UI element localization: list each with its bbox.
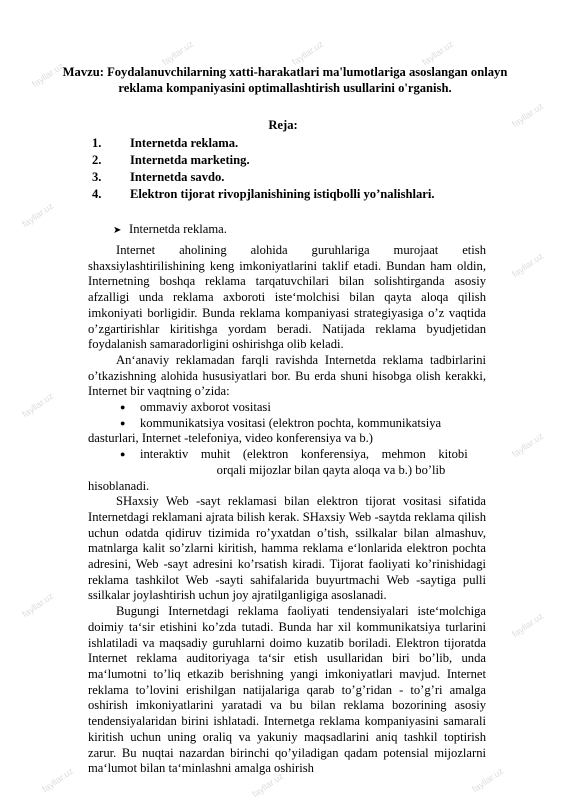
watermark: fayllar.uz [20,200,56,230]
bullet-item [88,400,486,416]
section-heading [113,222,227,237]
plan-item-number: 1. [92,136,102,150]
watermark: fayllar.uz [470,765,506,795]
paragraph: Bugungi Internetdagi reklama faoliyati tendensiyalari iste‘molchiga doimiy ta‘sir etishini ko’zda tutadi. Bunda har xil kommunikatsiya turlarini ishlatiladi va maqsadiy guruhlarni doimo kuzatib boriladi. Elektron tijoratda Internet reklama auditoriyaga ta‘sir etish usullaridan biri bo’lib, unda ma‘lumotni to’liq etkazib berishning yangi imkoniyatlari mavjud. Internet reklama to’lovini erishilgan natijalariga qarab to’g’ridan - to’g’ri amalga oshirish imkoniyatlarini yaratadi va bu bilan reklama bozorining asosiy tendensiyalaridan birini ishlatadi. Internetga reklama kompaniyasini samarali kiritish uchun uning oraliq va yakuniy maqsadlarini aniq tashkil toptirish zarur. Bu nuqtai nazardan birinchi qo’yiladigan qadam potensial mijozlarni ma‘lumot bilan ta‘minlashni amalga oshirish [88,604,486,776]
bullet-dot-icon: ● [120,402,126,413]
plan-item-text: Internetda savdo. [130,170,225,184]
plan-item-number: 4. [92,187,102,201]
paragraph: Internet aholining alohida guruhlariga murojaat etish shaxsiylashtirilishining keng imkoniyatlarini taklif etadi. Bundan ham oldin, Internetning boshqa reklama tarqatuvchilari bilan solishtirganda asosiy afzalligi unda reklama axboroti iste‘molchisi bilan qayta aloqa qilish imkoniyati borligidir. Bunda reklama kompaniyasi strategiyasiga o’z vaqtida o’zgartirishlar kiritishga yordam beradi. Natijada reklama byudjetidan foydalanish samaradorligini oshirishga olib keladi. [88,243,486,352]
watermark: fayllar.uz [510,100,546,130]
plan-item [92,169,435,186]
bullet-text: kommunikatsiya vositasi (elektron pochta, kommunikatsiya [140,415,442,430]
bullet-dot-icon: ● [120,449,126,460]
bullet-item [88,416,486,432]
watermark: fayllar.uz [290,38,326,68]
watermark: fayllar.uz [20,390,56,420]
plan-item [92,186,435,203]
body-text [88,243,486,777]
watermark: fayllar.uz [510,610,546,640]
watermark: fayllar.uz [510,250,546,280]
section-heading-text: Internetda reklama. [129,222,227,236]
plan-item-number: 2. [92,153,102,167]
bullet-item [88,447,486,463]
paragraph: An‘anaviy reklamadan farqli ravishda Internetda reklama tadbirlarini o’tkazishning alohida hususiyatlari bor. Bu erda shuni hisobga olish kerakki, Internet bir vaqtning o’zida: [88,352,486,399]
plan-item-text: Internetda marketing. [130,153,250,167]
plan-heading: Reja: [268,118,298,132]
watermark: fayllar.uz [250,770,286,800]
document-title: Mavzu: Foydalanuvchilarning xatti-harakatlari ma'lumotlariga asoslangan onlayn reklama kompaniyasini optimallashtirish usullarini o'rganish. [62,65,508,95]
watermark: fayllar.uz [160,38,196,68]
plan-item-number: 3. [92,170,102,184]
plan-item [92,135,435,152]
plan-item-text: Internetda reklama. [130,136,239,150]
bullet-continuation: hisoblanadi. [88,478,150,493]
watermark: fayllar.uz [20,590,56,620]
watermark: fayllar.uz [40,765,76,795]
plan-item-text: Elektron tijorat rivopjlanishining istiqbolli yo’nalishlari. [130,187,435,201]
bullet-text: ommaviy axborot vositasi [140,400,271,415]
bullet-continuation: dasturlari, Internet -telefoniya, video konferensiya va b.) [88,431,373,446]
plan-item [92,152,435,169]
watermark: fayllar.uz [420,38,456,68]
watermark: fayllar.uz [30,60,66,90]
watermark: fayllar.uz [510,430,546,460]
paragraph: SHaxsiy Web -sayt reklamasi bilan elektron tijorat vositasi sifatida Internetdagi reklamani ajrata bilish kerak. SHaxsiy Web -saytda reklama qilish uchun odatda qidiruv tizimida ro’yxatdan o’tish, ssilkalar bilan almashuv, matnlarga kalit so’zlarni kiritish, hamma reklama e‘lonlarida elektron pochta adresini, Web -sayt adresini ko’rsatish kiradi. Tijorat faoliyati ko’rinishidagi reklama tashkilot Web -sayti sahifalarida buyurtmachi Web -saytiga pulli ssilkalar joylashtirish uchun joy ajratilganligiga asoslanadi. [88,494,486,603]
bullet-dot-icon: ● [120,417,126,428]
bullet-text: interaktiv muhit (elektron konferensiya, mehmon kitobi [140,447,468,462]
arrow-bullet-icon: ➤ [113,225,122,236]
plan-list [92,135,435,203]
bullet-continuation: orqali mijozlar bilan qayta aloqa va b.) bo’lib [216,462,446,477]
